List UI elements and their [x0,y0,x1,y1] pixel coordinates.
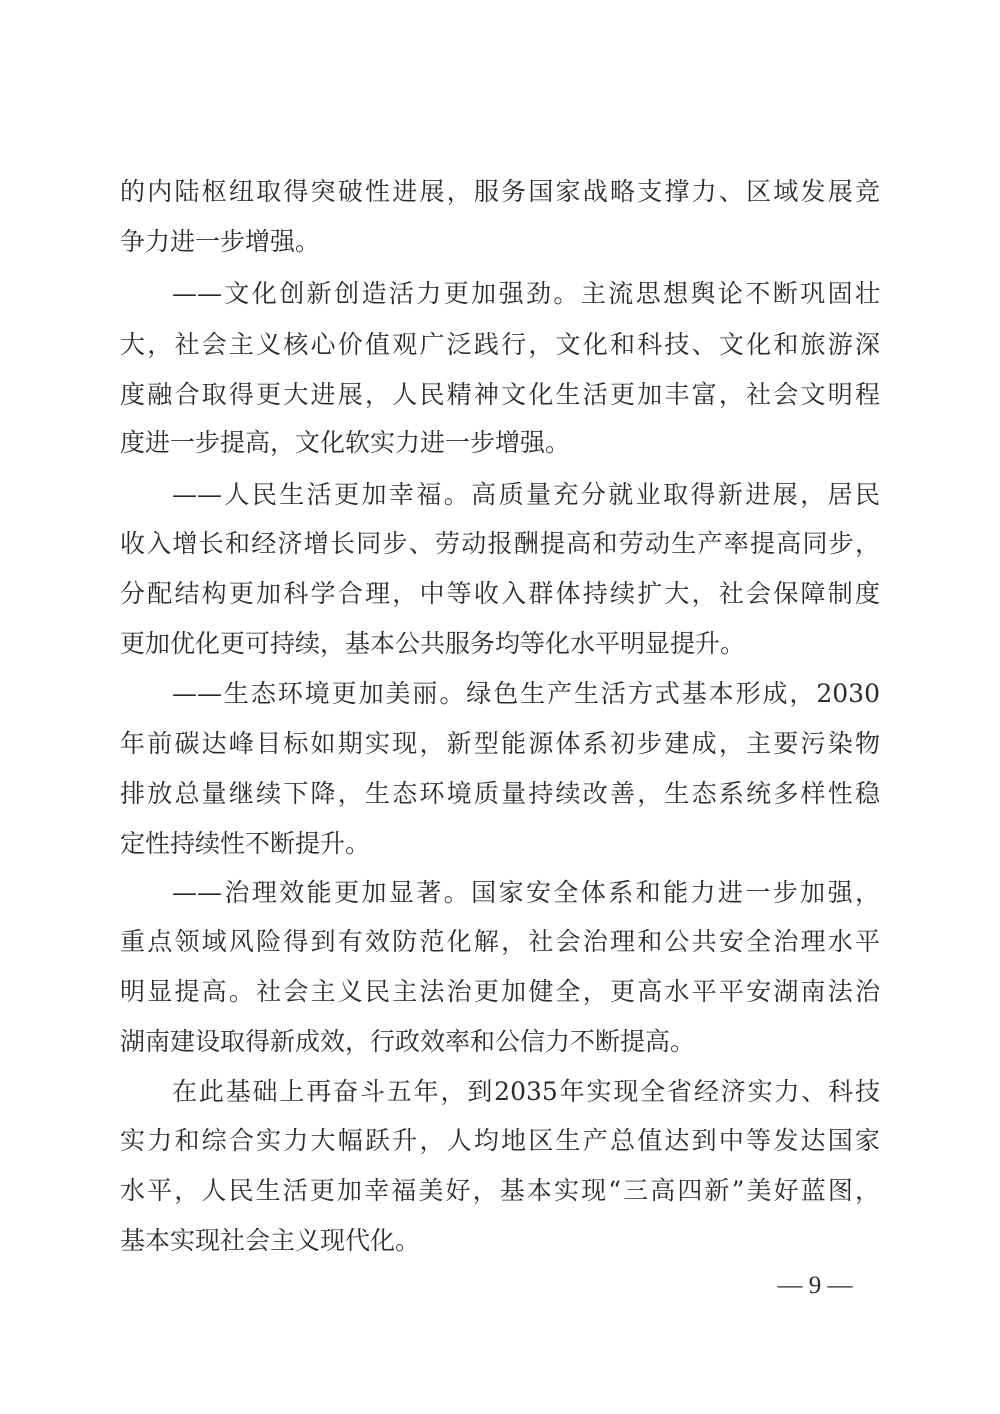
text-line-9: 分配结构更加科学合理，中等收入群体持续扩大，社会保障制度 [120,579,880,608]
text-line-20: 实力和综合实力大幅跃升，人均地区生产总值达到中等发达国家 [120,1126,880,1155]
text-line-15: ——治理效能更加显著。国家安全体系和能力进一步加强， [172,878,880,907]
text-line-3: ——文化创新创造活力更加强劲。主流思想舆论不断巩固壮 [172,279,880,308]
text-line-2: 争力进一步增强。 [120,227,321,256]
text-line-4: 大，社会主义核心价值观广泛践行，文化和科技、文化和旅游深 [120,330,880,359]
text-line-6: 度进一步提高，文化软实力进一步增强。 [120,428,571,457]
text-line-1: 的内陆枢纽取得突破性进展，服务国家战略支撑力、区域发展竞 [120,177,880,206]
text-line-19: 在此基础上再奋斗五年，到2035年实现全省经济实力、科技 [172,1077,880,1106]
text-line-14: 定性持续性不断提升。 [120,829,371,858]
text-line-10: 更加优化更可持续，基本公共服务均等化水平明显提升。 [120,629,746,658]
text-line-17: 明显提高。社会主义民主法治更加健全，更高水平平安湖南法治 [120,977,880,1006]
text-line-5: 度融合取得更大进展，人民精神文化生活更加丰富，社会文明程 [120,380,880,409]
text-line-18: 湖南建设取得新成效，行政效率和公信力不断提高。 [120,1027,696,1056]
text-line-16: 重点领域风险得到有效防范化解，社会治理和公共安全治理水平 [120,927,880,956]
text-line-11: ——生态环境更加美丽。绿色生产生活方式基本形成，2030 [172,679,880,708]
text-line-12: 年前碳达峰目标如期实现，新型能源体系初步建成，主要污染物 [120,729,880,758]
text-line-8: 收入增长和经济增长同步、劳动报酬提高和劳动生产率提高同步， [120,529,880,558]
text-line-7: ——人民生活更加幸福。高质量充分就业取得新进展，居民 [172,480,880,509]
page-number: — 9 — [777,1272,853,1299]
text-line-13: 排放总量继续下降，生态环境质量持续改善，生态系统多样性稳 [120,779,880,808]
text-line-22: 基本实现社会主义现代化。 [120,1226,421,1255]
text-line-21: 水平，人民生活更加幸福美好，基本实现“三高四新”美好蓝图， [120,1176,880,1205]
